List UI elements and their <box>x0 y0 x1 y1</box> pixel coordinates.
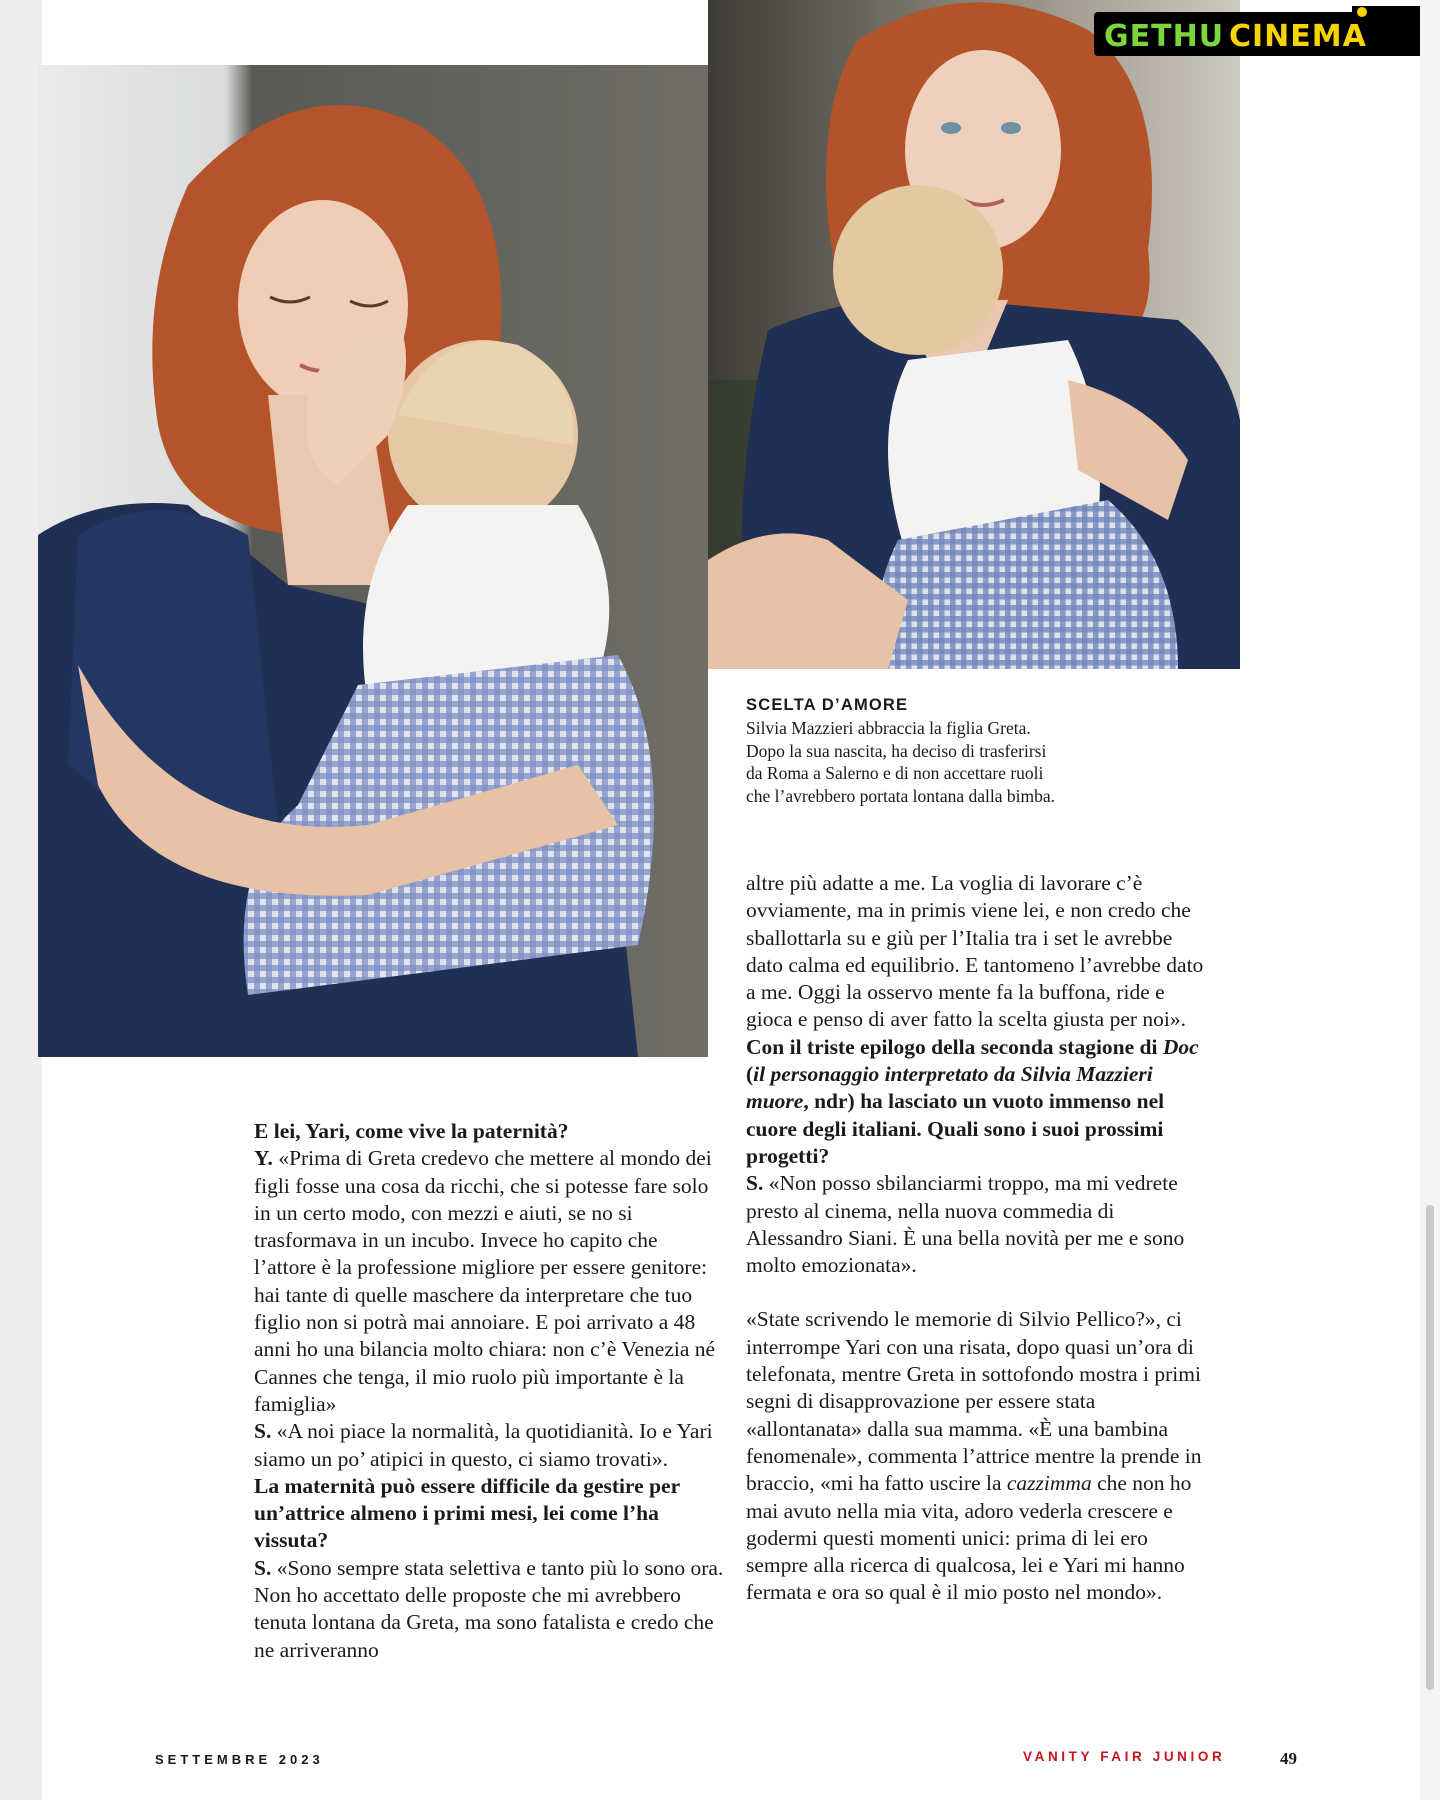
answer-text: «Non posso sbilanciarmi troppo, ma mi vedrete presto al cinema, nella nuova commedia di Alessandro Siani. È una bella novità per me e sono molto emozionata». <box>746 1171 1185 1278</box>
interview-question <box>746 1034 1206 1170</box>
answer-text: «Prima di Greta credevo che mettere al mondo dei figli fosse una cosa da ricchi, che si potesse fare solo in un certo modo, con mezzi e aiuti, se no si trasformava in un incubo. Invece ho capito che l’attore è la professione migliore per essere genitore: hai tante di quelle maschere da interpretare che tuo figlio non si potrà mai annoiare. E poi arrivato a 48 anni ho una bilancia molto chiara: non c’è Venezia né Cannes che tenga, il mio ruolo più importante è la famiglia» <box>254 1146 716 1416</box>
interview-answer <box>746 1170 1206 1279</box>
svg-text:GETHU: GETHU <box>1104 19 1225 54</box>
photo-mother-holding-daughter <box>708 0 1240 669</box>
answer-text: «Sono sempre stata selettiva e tanto più lo sono ora. Non ho accettato delle proposte che mi avrebbero tenuta lontana da Greta, ma sono fatalista e credo che ne arriveranno <box>254 1555 724 1662</box>
caption-line: Dopo la sua nascita, ha deciso di trasferirsi <box>746 740 1047 761</box>
paragraph-text: che non ho mai avuto nella mia vita, adoro vederla crescere e godermi questi momenti unici: prima di lei ero sempre alla ricerca di qualcosa, lei e Yari mi hanno fermata e ora so qual è il mio posto nel mondo». <box>746 1471 1192 1605</box>
speaker-initial: S. <box>254 1555 272 1580</box>
interview-question: E lei, Yari, come vive la paternità? <box>254 1119 569 1143</box>
interview-answer <box>254 1418 724 1473</box>
caption-title: SCELTA D’AMORE <box>746 696 909 714</box>
caption-line: Silvia Mazzieri abbraccia la figlia Greta. <box>746 718 1031 738</box>
question-text: Con il triste epilogo della seconda stagione di <box>746 1034 1163 1059</box>
issue-date: SETTEMBRE 2023 <box>155 1752 324 1767</box>
article-column-right <box>746 870 1206 1607</box>
svg-text:CINEMA: CINEMA <box>1229 19 1367 54</box>
page-number: 49 <box>1280 1749 1297 1768</box>
paragraph-spacer <box>746 1279 1206 1306</box>
paragraph-text: «State scrivendo le memorie di Silvio Pellico?», ci interrompe Yari con una risata, dopo quasi un’ora di telefonata, mentre Greta in sottofondo mostra i primi segni di disapprovazione per essere stata «allontanata» dalla sua mamma. «È una bambina fenomenale», commenta l’attrice mentre la prende in braccio, «mi ha fatto uscire la <box>746 1307 1202 1496</box>
speaker-initial: Y. <box>254 1146 273 1171</box>
question-text: , ndr) ha lasciato un vuoto immenso nel cuore degli italiani. Quali sono i suoi prossimi progetti? <box>746 1089 1165 1168</box>
photo-mother-embracing-daughter <box>38 65 708 1057</box>
gethu-cinema-watermark-logo <box>1094 6 1434 58</box>
viewer-left-margin <box>0 0 42 1800</box>
closing-paragraph <box>746 1306 1206 1606</box>
answer-text: «A noi piace la normalità, la quotidianità. Io e Yari siamo un po’ atipici in questo, ci siamo trovati». <box>254 1419 713 1471</box>
answer-continuation: altre più adatte a me. La voglia di lavorare c’è ovviamente, ma in primis viene lei, e non credo che sballottarla su e giù per l’Italia tra i set le avrebbe dato calma ed equilibrio. E tantomeno l’avrebbe dato a me. Oggi la osservo mente fa la buffona, ride e gioca e penso di aver fatto la scelta giusta per noi». <box>746 871 1204 1032</box>
italic-word: cazzimma <box>1006 1471 1092 1496</box>
article-column-left <box>254 1118 724 1664</box>
speaker-initial: S. <box>254 1419 272 1444</box>
caption-line: che l’avrebbero portata lontana dalla bimba. <box>746 785 1056 806</box>
scrollbar-thumb[interactable] <box>1426 1205 1434 1690</box>
interview-answer <box>254 1555 724 1664</box>
interview-answer <box>254 1145 724 1418</box>
photo-caption <box>746 694 1216 807</box>
question-text: ( <box>746 1062 754 1087</box>
magazine-name: VANITY FAIR JUNIOR <box>1023 1749 1226 1764</box>
interview-question: La maternità può essere difficile da gestire per un’attrice almeno i primi mesi, lei come l’ha vissuta? <box>254 1473 680 1553</box>
caption-line: da Roma a Salerno e di non accettare ruoli <box>746 763 1044 783</box>
speaker-initial: S. <box>746 1171 764 1196</box>
editor-note: il personaggio interpretato da Silvia Mazzieri muore <box>746 1062 1153 1114</box>
show-title: Doc <box>1162 1034 1199 1059</box>
